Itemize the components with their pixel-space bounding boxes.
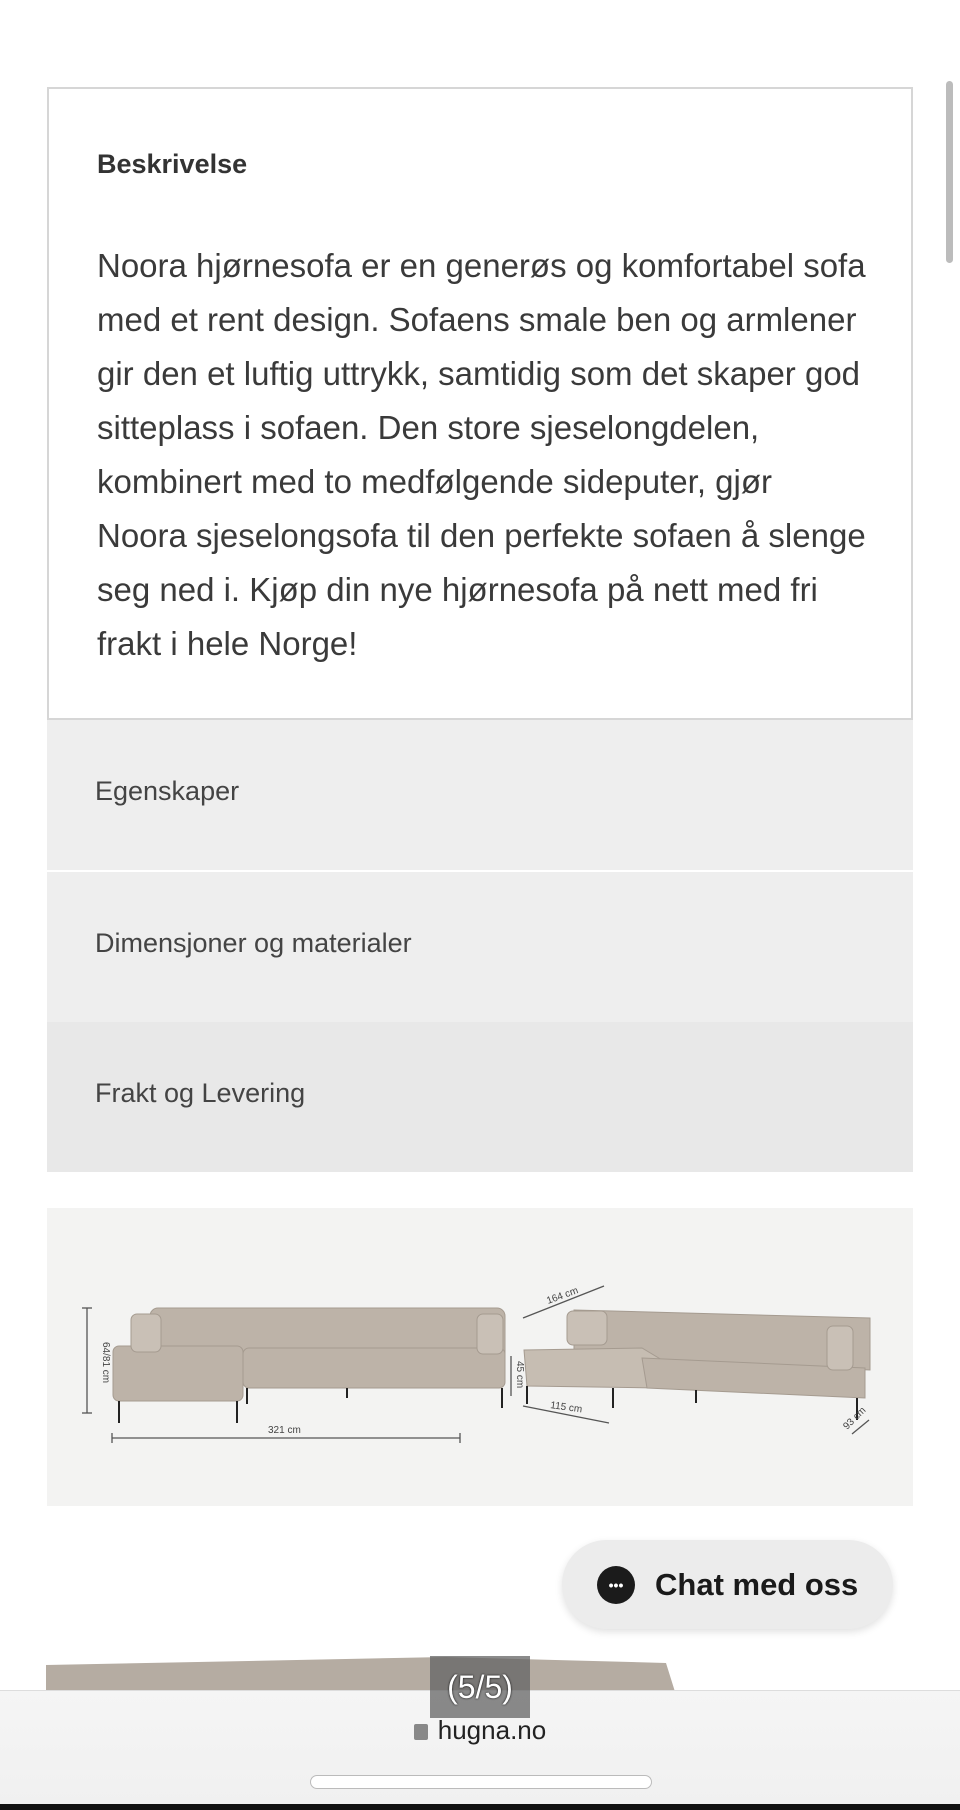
- sofa-seat: [243, 1348, 505, 1388]
- width-label: 321 cm: [268, 1425, 301, 1436]
- sofa-cushion: [477, 1314, 503, 1354]
- seat-height-label: 45 cm: [514, 1361, 525, 1389]
- url-display[interactable]: [0, 1715, 960, 1746]
- accordion-frakt[interactable]: [47, 1022, 913, 1172]
- dimensions-image: [47, 1208, 913, 1506]
- description-section: [47, 87, 913, 720]
- seat-depth-label: 93 cm: [841, 1405, 869, 1433]
- sofa-dimensions-drawing: [47, 1208, 913, 1506]
- url-text: hugna.no: [437, 1715, 547, 1745]
- scrollbar[interactable]: [946, 81, 953, 263]
- gallery-counter: (5/5): [430, 1656, 530, 1718]
- accordion-egenskaper[interactable]: [47, 720, 913, 870]
- chat-label: Chat med oss: [655, 1566, 859, 1602]
- chat-button[interactable]: [562, 1540, 893, 1629]
- description-text: Noora hjørnesofa er en generøs og komfortabel sofa med et rent design. Sofaens smale ben og armlener gir den et luftig uttrykk, samtidig som det skaper god sitteplass i sofaen. Den store sjeselongdelen, kombinert med to medfølgende sideputer, gjør Noora sjeselongsofa til den perfekte sofaen å slenge seg ned i. Kjøp din nye hjørnesofa på nett med fri frakt i hele Norge!: [97, 247, 866, 662]
- home-indicator[interactable]: [310, 1775, 652, 1789]
- accordion-label: Dimensjoner og materialer: [95, 928, 412, 958]
- chat-bubble-icon: •••: [597, 1566, 635, 1604]
- accordion-dimensjoner[interactable]: [47, 872, 913, 1022]
- sofa-chaise: [113, 1346, 243, 1401]
- accordion-label: Frakt og Levering: [95, 1078, 306, 1108]
- sofa-cushion: [131, 1314, 161, 1352]
- height-label: 64/81 cm: [100, 1342, 111, 1384]
- accordion-label: Egenskaper: [95, 776, 240, 806]
- depth-label: 164 cm: [545, 1285, 580, 1307]
- lock-icon: [414, 1724, 428, 1740]
- product-image-peek: [46, 1655, 676, 1695]
- chaise-label: 115 cm: [549, 1400, 583, 1416]
- description-heading: Beskrivelse: [97, 149, 248, 179]
- screen-edge: [0, 1804, 960, 1810]
